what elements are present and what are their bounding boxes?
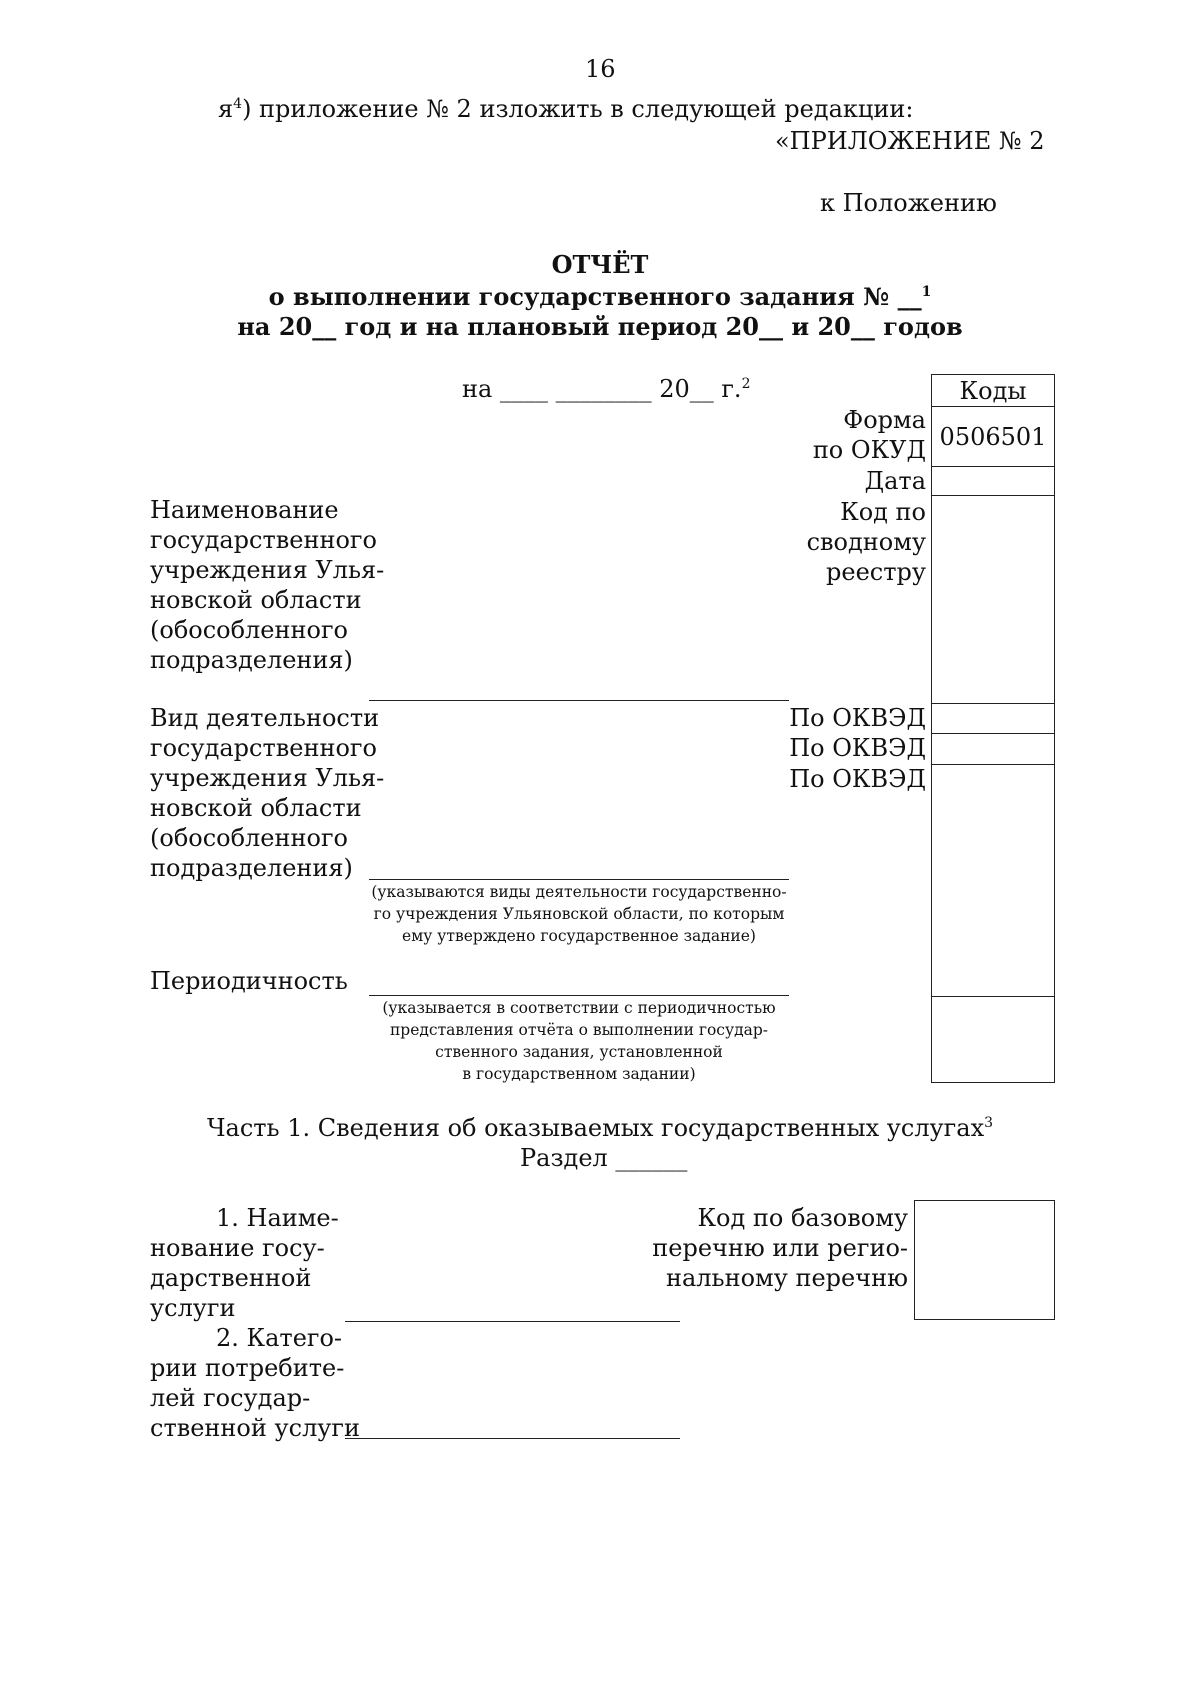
label-line: лей государ-	[150, 1384, 311, 1412]
label-line: подразделения)	[150, 646, 353, 674]
label-line: государственного	[150, 526, 377, 554]
label-line: (обособленного	[150, 616, 348, 644]
report-subtitle-1	[0, 282, 1200, 312]
label-line: учреждения Улья-	[150, 764, 385, 792]
report-date-line	[462, 374, 750, 404]
okved-label-1: По ОКВЭД	[789, 704, 926, 732]
label-line: 2. Катего-	[216, 1324, 343, 1352]
part1-title-text: Часть 1. Сведения об оказываемых государственных услугах	[206, 1114, 985, 1142]
base-code-box[interactable]	[914, 1200, 1055, 1320]
consumer-category-label	[150, 1323, 360, 1443]
periodicity-field[interactable]	[369, 995, 789, 996]
form-label: Форма	[843, 406, 926, 434]
note-line: в государственном задании)	[462, 1065, 696, 1083]
codes-divider	[931, 495, 1055, 496]
label-line: учреждения Улья-	[150, 556, 385, 584]
codes-divider	[931, 406, 1055, 407]
label-line: услуги	[150, 1294, 236, 1322]
appendix-title: «ПРИЛОЖЕНИЕ № 2	[775, 127, 1045, 155]
label-line: Код по базовому	[697, 1204, 908, 1232]
institution-name-label	[150, 495, 384, 675]
codes-table	[931, 374, 1055, 1083]
part1-title	[0, 1113, 1200, 1143]
label-line: государственного	[150, 734, 377, 762]
label-line: новской области	[150, 586, 362, 614]
periodicity-label: Периодичность	[150, 967, 348, 995]
periodicity-note	[369, 997, 789, 1085]
registry-label-3: реестру	[826, 558, 926, 586]
part1-footnote: 3	[984, 1115, 994, 1131]
label-line: дарственной	[150, 1264, 312, 1292]
label-line: (обособленного	[150, 824, 348, 852]
report-line1-footnote: 1	[921, 284, 932, 300]
consumer-category-field[interactable]	[345, 1438, 680, 1439]
intro-prefix: я	[218, 95, 234, 123]
codes-divider	[931, 703, 1055, 704]
page-number: 16	[585, 55, 616, 83]
service-name-label	[150, 1203, 339, 1323]
registry-label-1: Код по	[840, 498, 926, 526]
label-line: перечню или регио-	[652, 1234, 908, 1262]
label-line: Наименование	[150, 496, 339, 524]
section-label: Раздел ______	[520, 1144, 688, 1172]
report-date-footnote: 2	[741, 376, 751, 392]
activity-type-label	[150, 703, 384, 883]
codes-divider	[931, 764, 1055, 765]
activity-type-field[interactable]	[369, 879, 789, 880]
intro-footnote: 4	[233, 96, 243, 112]
form-okud-label: по ОКУД	[812, 436, 926, 464]
report-title: ОТЧЁТ	[551, 250, 649, 279]
appendix-to: к Положению	[820, 189, 997, 217]
note-line: (указываются виды деятельности государственно-	[371, 883, 787, 901]
report-line1: о выполнении государственного задания № __	[268, 282, 922, 311]
okved-label-2: По ОКВЭД	[789, 734, 926, 762]
label-line: новской области	[150, 794, 362, 822]
form-code-value: 0506501	[939, 423, 1047, 451]
report-subtitle-2: на 20__ год и на плановый период 20__ и 20__ годов	[237, 312, 963, 341]
intro-rest: ) приложение № 2 изложить в следующей редакции:	[242, 95, 914, 123]
service-name-field[interactable]	[345, 1321, 680, 1322]
label-line: Вид деятельности	[150, 704, 380, 732]
okved-label-3: По ОКВЭД	[789, 765, 926, 793]
label-line: рии потребите-	[150, 1354, 345, 1382]
base-code-label	[652, 1203, 908, 1293]
intro-text	[218, 94, 913, 124]
note-line: ственного задания, установленной	[435, 1043, 723, 1061]
note-line: го учреждения Ульяновской области, по которым	[373, 905, 785, 923]
note-line: (указывается в соответствии с периодичностью	[382, 999, 776, 1017]
institution-name-field[interactable]	[369, 700, 789, 701]
label-line: подразделения)	[150, 854, 353, 882]
label-line: нование госу-	[150, 1234, 325, 1262]
codes-header: Коды	[959, 377, 1027, 405]
activity-note	[369, 881, 789, 947]
note-line: ему утверждено государственное задание)	[402, 927, 756, 945]
registry-label-2: сводному	[806, 528, 926, 556]
label-line: нальному перечню	[665, 1264, 908, 1292]
report-date: на ____ ________ 20__ г.	[462, 375, 742, 403]
codes-divider	[931, 996, 1055, 997]
date-label: Дата	[864, 467, 926, 495]
label-line: 1. Наиме-	[216, 1204, 339, 1232]
codes-divider	[931, 466, 1055, 467]
label-line: ственной услуги	[150, 1414, 360, 1442]
codes-divider	[931, 733, 1055, 734]
note-line: представления отчёта о выполнении государ-	[389, 1021, 769, 1039]
